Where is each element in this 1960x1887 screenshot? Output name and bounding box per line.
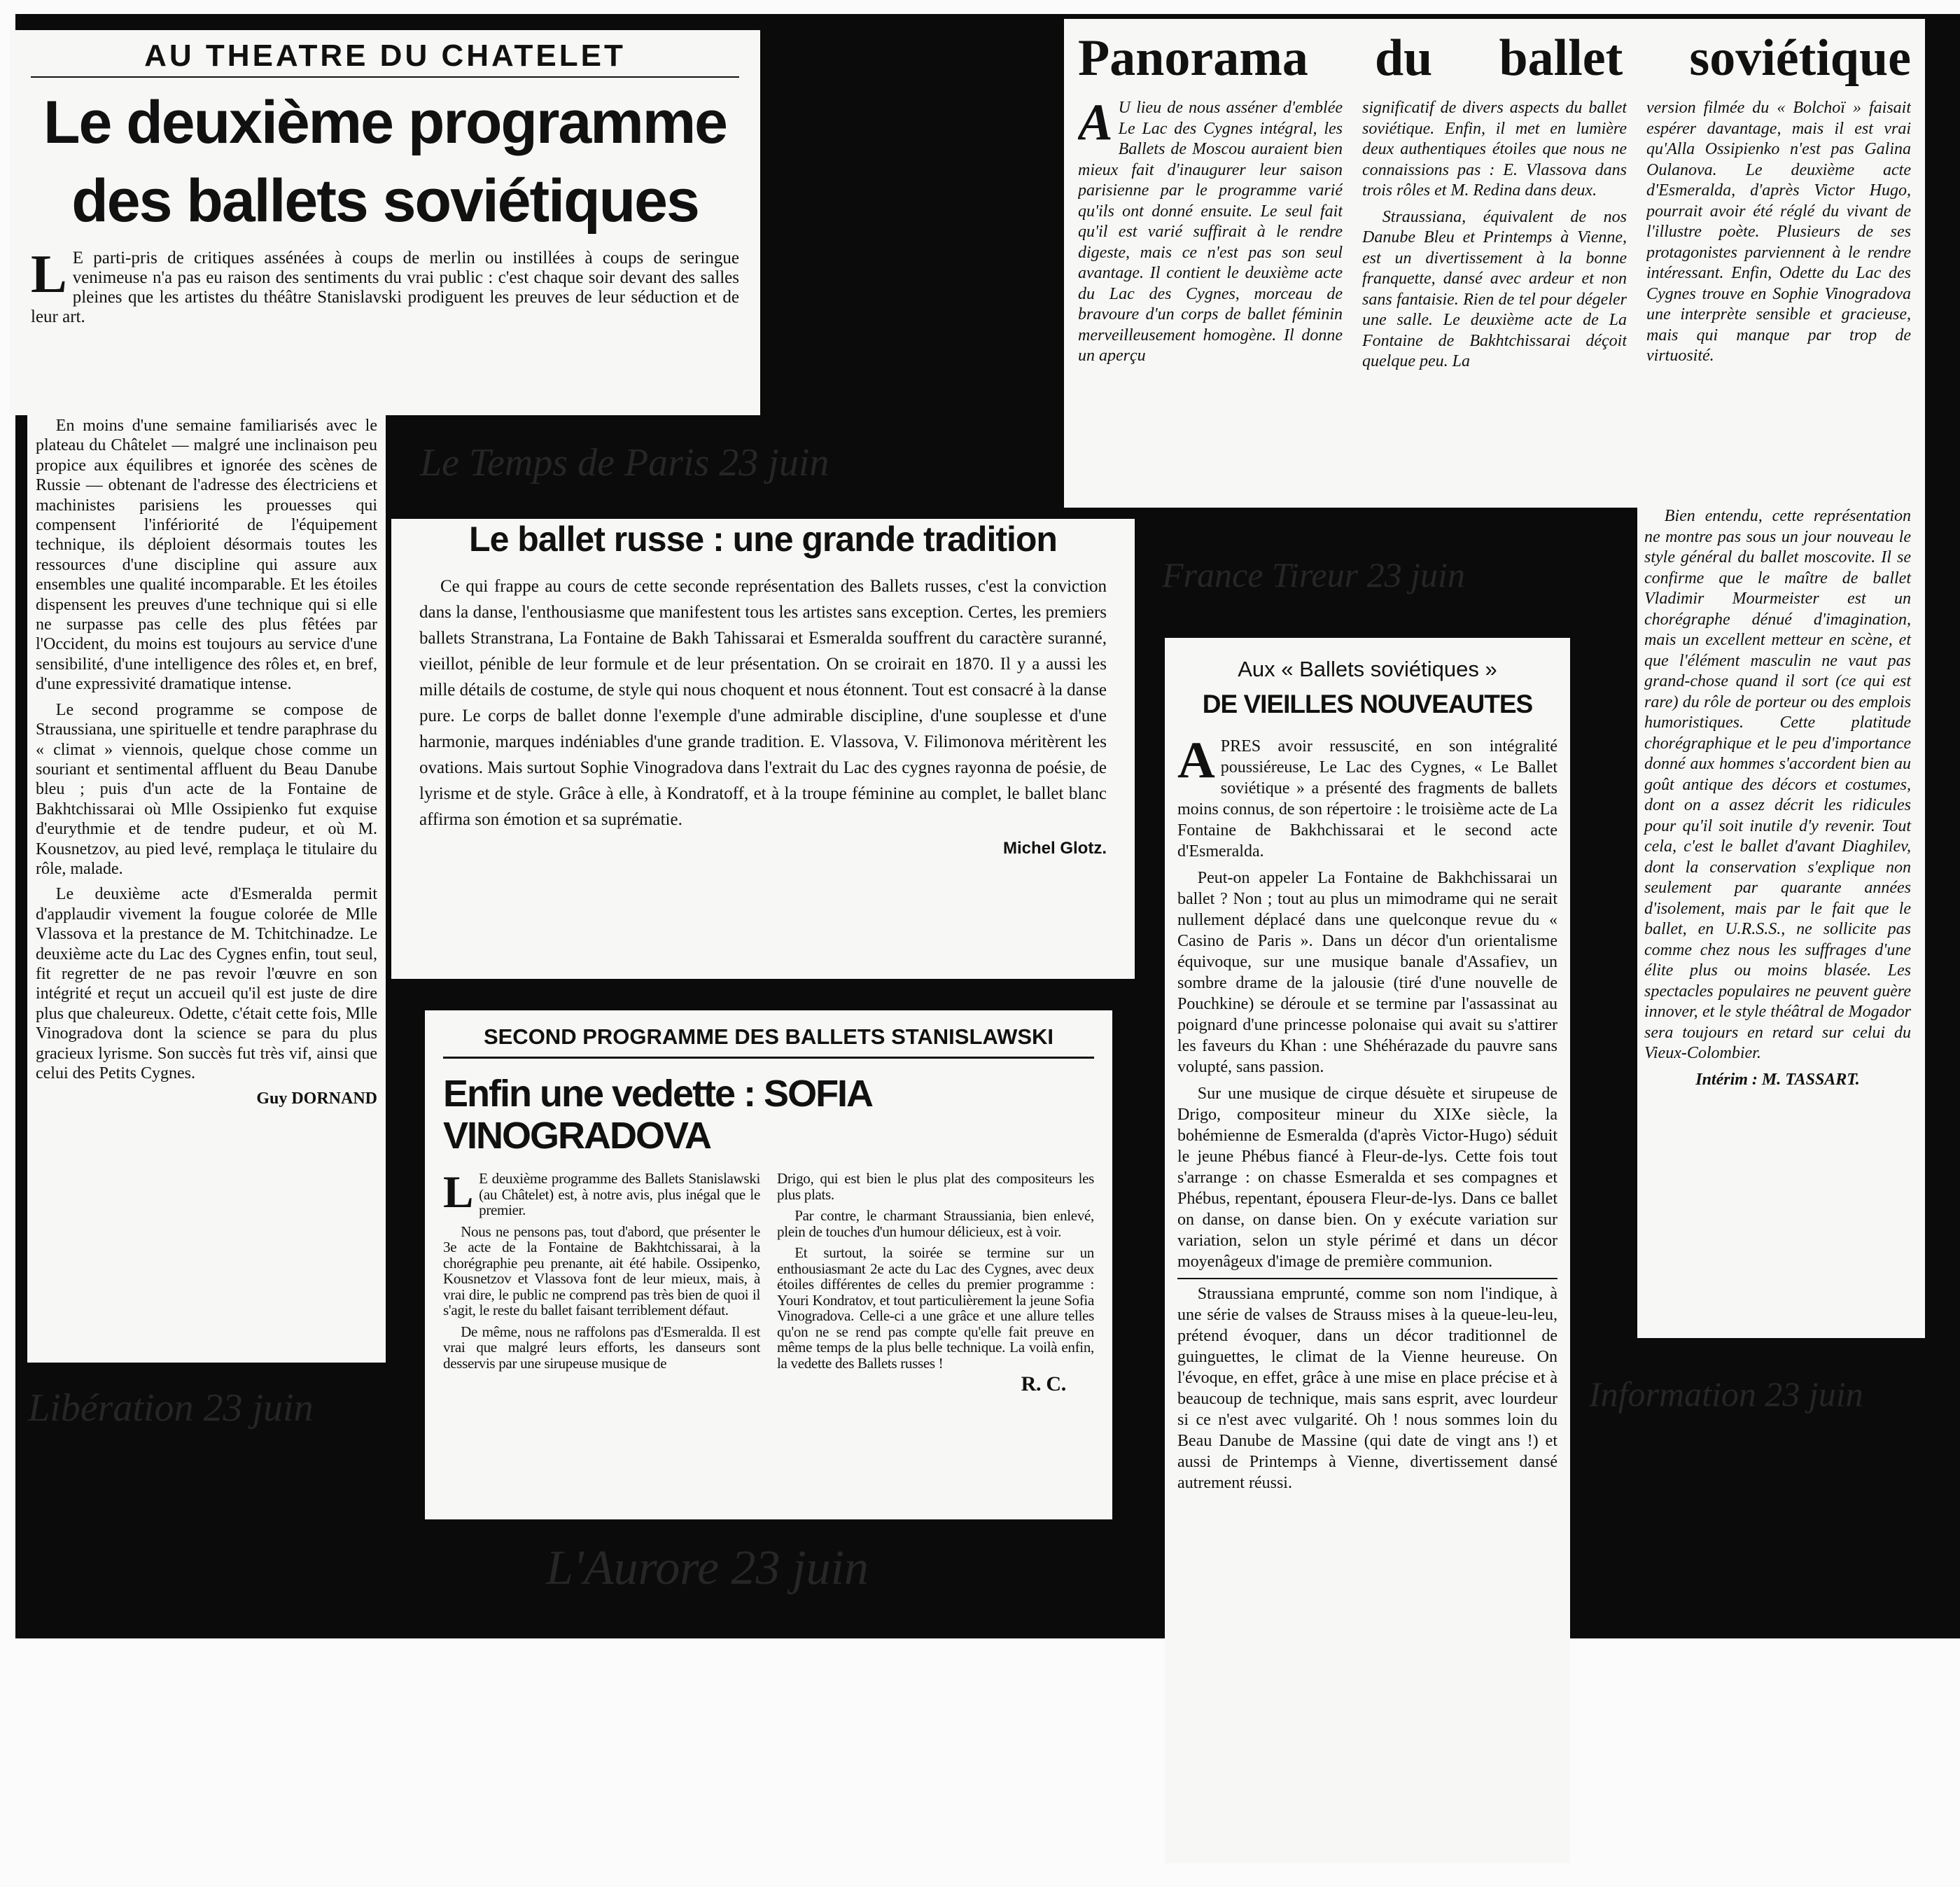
paragraph: Le second programme se compose de Straussiana, une spirituelle et tendre paraphrase du « climat » viennois, quelque chose comme un souriant et sentimental affluent du Beau Danube bleu ; puis d'un acte de la Fontaine de Bakhtchissarai où Mlle Ossipienko fut exquise d'eurythmie et de tendre pudeur, et où M. Kousnetzov, au pied levé, remplaça le titulaire du rôle, malade. [36, 700, 377, 878]
paragraph: Ce qui frappe au cours de cette seconde représentation des Ballets russes, c'est la conviction dans la danse, l'enthousiasme que manifestent tous les artistes sans exception. Certes, les premiers ballets Stranstrana, La Fontaine de Bakh Tahissarai et Esmeralda souffrent du caractère suranné, vieillot, pénible de leur formule et de leur présentation. On se croirait en 1870. Il y a aussi les mille détails de costume, de style qui nous choquent et nous étonnent. Tout est consacré à la danse pure. Le corps de ballet donne l'exemple d'une admirable discipline, d'une souplesse et d'une harmonie, marques indéniables d'une grande tradition. E. Vlassova, V. Filimonova méritèrent les ovations. Mais surtout Sophie Vinogradova dans l'extrait du Lac des cygnes rayonna de poésie, de lyrisme et de style. Grâce à elle, à Kondratoff, et à la troupe féminine au complet, le ballet blanc affirma son émotion et sa suprématie. [419, 577, 1107, 829]
kicker: SECOND PROGRAMME DES BALLETS STANISLAWSKI [443, 1024, 1094, 1059]
kicker: AU THEATRE DU CHATELET [31, 39, 739, 78]
column [1362, 98, 1627, 497]
handwritten-note: Libération 23 juin [28, 1386, 314, 1430]
lead-paragraph: APRES avoir ressuscité, en son intégralité poussiéreuse, Le Lac des Cygnes, « Le Ballet soviétique » a présenté des fragments de ballets moins connus, de son répertoire : le troisième acte de La Fontaine de Bakhchissarai et le second acte d'Esmeralda. [1177, 732, 1558, 861]
handwritten-note: L'Aurore 23 juin [546, 1541, 869, 1595]
paragraph: Par contre, le charmant Straussiania, bien enlevé, plein de touches d'un humour délicieux, est à voir. [777, 1207, 1094, 1240]
signature: Michel Glotz. [1002, 839, 1107, 858]
clipping-vedette [425, 1010, 1112, 1519]
clipping-chatelet-header [10, 30, 760, 415]
headline [1078, 29, 1911, 88]
headline: Le ballet russe : une grande tradition [469, 520, 1057, 559]
signature: Guy DORNAND [256, 1089, 377, 1108]
signature: Intérim : M. TASSART. [1695, 1070, 1860, 1089]
column [1646, 98, 1911, 497]
headline-word: Panorama [1078, 29, 1308, 87]
paragraph: En moins d'une semaine familiarisés avec le plateau du Châtelet — malgré une inclinaison peu propice aux équilibres et ignorée des scènes de Russie — obtenant de l'adresse des électriciens et machinistes parisiens les prouesses qui compensent l'infériorité de l'équipement technique, ils déploient désormais toutes les ressources d'une discipline qui assure aux ensembles une qualité incomparable. Et les étoiles dispensent les preuves d'une technique qui si elle ne surpasse pas celle des plus fêtées par l'Occident, du moins est toujours au service d'une sensibilité, d'une intelligence des rôles et, en bref, d'une expressivité dramatique intense. [36, 417, 377, 694]
clipping-vieilles-nouveautes [1165, 638, 1570, 1863]
headline-word: soviétique [1689, 29, 1911, 87]
paragraph: significatif de divers aspects du ballet soviétique. Enfin, il met en lumière deux authentiques étoiles que nous ne connaissions pas : E. Vlassova dans trois rôles et M. Redina dans deux. [1362, 99, 1627, 200]
paragraph: Sur une musique de cirque désuète et sirupeuse de Drigo, compositeur mineur du XIXe siècle, la bohémienne de Esmeralda (d'après Victor-Hugo) séduit le jeune Phébus fiancé à Fleur-de-lys. Cette fois tout s'arrange : on chasse Esmeralda et ses compagnes et Phébus, repentant, épousera Fleur-de-lys. Dans ce ballet on danse, on danse bien. On y exécute variation sur variation, selon un style périmé et dans un décor moyenâgeux d'image de première communion. [1177, 1085, 1558, 1271]
paragraph: Nous ne pensons pas, tout d'abord, que présenter le 3e acte de la Fontaine de Bakhtchissarai, à la chorégraphie peu prenante, ait été habile. Ossipenko, Kousnetzov et Vlassova font de leur mieux, mais, à vrai dire, le public ne comprend pas très bien de quoi il s'agit, le reste du ballet faisant terriblement défaut. [443, 1223, 760, 1318]
headline: DE VIEILLES NOUVEAUTES [1202, 690, 1533, 718]
paragraph: Le deuxième acte d'Esmeralda permit d'applaudir vivement la fougue colorée de Mlle Vlassova et la prestance de M. Tchitchinadze. Le deuxième acte du Lac des Cygnes enfin, tout seul, fit regretter de ne pas revoir l'œuvre en son intégrité et reçut un accueil qu'il est juste de dire plus que chaleureux. Odette, c'était cette fois, Mlle Vinogradova dont la science se para du plus gracieux lyrisme. Son succès fut très vif, ainsi que celui des Petits Cygnes. [36, 885, 377, 1082]
paragraph: Straussiana, équivalent de nos Danube Bleu et Printemps à Vienne, est un divertissement à la bonne franquette, dansé avec ardeur et non sans fantaisie. Rien de tel pour dégeler une salle. Le deuxième acte de La Fontaine de Bakhtchissarai déçoit quelque peu. La [1362, 207, 1627, 370]
signature: R. C. [1021, 1372, 1066, 1395]
paragraph: version filmée du « Bolchoï » faisait espérer davantage, mais il est vrai qu'Alla Ossipienko n'est pas Galina Oulanova. Le deuxième acte d'Esmeralda, d'après Victor Hugo, pourrait avoir été réglé du vivant de l'illustre poète. Plusieurs de ses protagonistes parviennent à le rendre intéressant. Enfin, Odette du Lac des Cygnes trouve en Sophie Vinogradova une interprète sensible et gracieuse, mais qui manque par trop de virtuosité. [1646, 99, 1911, 365]
paragraph: Peut-on appeler La Fontaine de Bakhchissarai un ballet ? Non ; tout au plus un mimodrame qui ne serait nullement déplacé dans une quelconque revue du « Casino de Paris ». Dans un décor d'un orientalisme équivoque, sur une musique banale d'Assafiev, un sombre drame de la jalousie (tiré d'une nouvelle de Pouchkine) se déroule et se termine par l'assassinat au poignard d'une princesse polonaise qui avait su s'attirer les faveurs du Khan : une Shéhérazade du pauvre sans volupté, sans passion. [1177, 869, 1558, 1076]
headline: Le deuxième programme des ballets soviétiques [43, 89, 727, 235]
clipping-chatelet-column [27, 413, 386, 1363]
column [777, 1171, 1094, 1393]
headline-word: ballet [1499, 29, 1623, 87]
handwritten-note: France Tireur 23 juin [1162, 555, 1465, 594]
clipping-panorama-continuation [1637, 506, 1925, 1338]
paragraph: Straussiana emprunté, comme son nom l'indique, à une série de valses de Strauss mises à la queue-leu-leu, prétend évoquer, dans un décor traditionnel de guinguettes, le climat de la Vienne heureuse. On l'évoque, en effet, grâce à une mise en place précise et à beaucoup de technique, mais sans esprit, avec lourdeur si ce n'est avec vulgarité. Oh ! nous sommes loin du Beau Danube de Massine (qui date de vingt ans !) et aussi de Printemps à Vienne, divertissement dansé autrement réussi. [1177, 1285, 1558, 1492]
headline: Enfin une vedette : SOFIA VINOGRADOVA [443, 1073, 872, 1157]
column [443, 1167, 760, 1393]
column [1078, 98, 1343, 497]
kicker: Aux « Ballets soviétiques » [1238, 657, 1497, 681]
handwritten-note: Le Temps de Paris 23 juin [420, 441, 830, 485]
headline-word: du [1375, 29, 1433, 87]
lead-paragraph: LE deuxième programme des Ballets Stanislawski (au Châtelet) est, à notre avis, plus inégal que le premier. [443, 1167, 760, 1218]
paragraph: Et surtout, la soirée se termine sur un enthousiasmant 2e acte du Lac des Cygnes, avec deux étoiles différentes de celles du premier programme : Youri Kondratov, et tout particulièrement la jeune Sofia Vinogradova. Celle-ci a une grâce et une allure telles qu'on ne se rend pas compte qu'elle fait preuve en même temps de la plus belle technique. La voilà enfin, la vedette des Ballets russes ! [777, 1244, 1094, 1372]
lead-paragraph: LE parti-pris de critiques assénées à coups de merlin ou instillées à coups de seringue venimeuse n'a pas eu raison des sentiments du vrai public : c'est chaque soir devant des salles pleines que les artistes du théâtre Stanislavski prodiguent les preuves de leur séduction et de leur art. [31, 244, 739, 326]
clipping-panorama [1064, 19, 1925, 508]
clipping-grande-tradition [391, 519, 1135, 979]
lead-paragraph: AU lieu de nous asséner d'emblée Le Lac des Cygnes intégral, les Ballets de Moscou auraient bien mieux fait d'inaugurer leur saison parisienne par le programme varié qu'ils ont donné ensuite. Le seul fait qu'il est varié suffirait à le rendre digeste, mais ce n'est pas son seul avantage. Il contient le deuxième acte du Lac des Cygnes, morceau de bravoure d'un corps de ballet féminin merveilleusement homogène. Il donne un aperçu [1078, 98, 1343, 365]
divider [1177, 1278, 1558, 1279]
paragraph: Bien entendu, cette représentation ne montre pas sous un jour nouveau le style général du ballet moscovite. Il se confirme que le maître de ballet Vladimir Mourmeister est un chorégraphe dénué d'imagination, mais un excellent metteur en scène, et que l'élément masculin ne vaut pas grand-chose quand il sort (ce qui est rare) du rôle de porteur ou des emplois humoristiques. Cette platitude chorégraphique et le peu d'importance donné aux hommes s'accordent bien au goût antique des décors et costumes, dont on a assez décrit les ridicules pour qu'il soit inutile d'y revenir. Tout cela, c'est le ballet d'avant Diaghilev, dont la conservation s'explique non seulement par quarante années d'isolement, mais par le fait que le ballet, en U.R.S.S., ne sollicite pas comme chez nous les suffrages d'une élite plus ou moins blasée. Les spectacles populaires ne peuvent guère innover, et le style théâtral de Mogador sera toujours en retard sur celui du Vieux-Colombier. [1644, 507, 1911, 1062]
handwritten-note: Information 23 juin [1589, 1374, 1863, 1414]
paragraph: Drigo, qui est bien le plus plat des compositeurs les plus plats. [777, 1170, 1094, 1203]
paragraph: De même, nous ne raffolons pas d'Esmeralda. Il est vrai que malgré leurs efforts, les danseurs sont desservis par une sirupeuse musique de [443, 1323, 760, 1372]
